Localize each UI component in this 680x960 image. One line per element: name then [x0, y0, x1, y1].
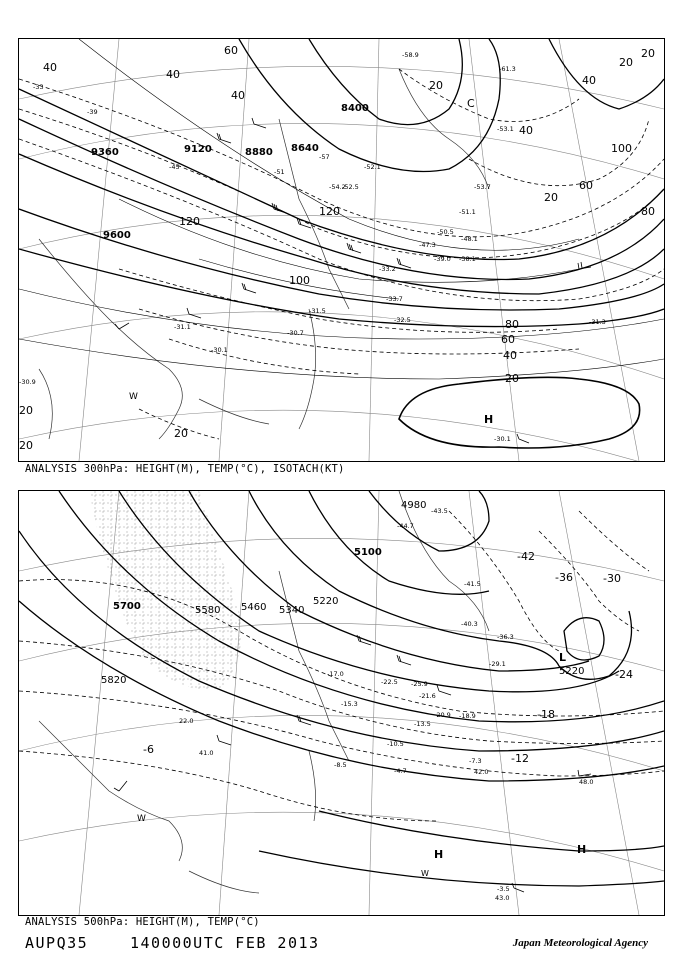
station-label: -25.9 [411, 680, 428, 688]
caption-500hpa: ANALYSIS 500hPa: HEIGHT(M), TEMP(°C) [25, 916, 260, 928]
isotach-label: 60 [224, 44, 238, 57]
height-label: 9360 [91, 147, 119, 158]
station-label: -36.3 [497, 633, 514, 641]
isotach-label: 20 [429, 79, 443, 92]
temp-label: -52.1 [364, 163, 381, 171]
high-pressure-marker: H [484, 413, 494, 426]
isotach-label: 20 [19, 439, 33, 452]
isotach-label: 60 [501, 333, 515, 346]
isotach-label: 120 [179, 215, 200, 228]
map-500hpa [19, 491, 664, 915]
isotach-label: 40 [582, 74, 596, 87]
temp-label: -30.7 [287, 329, 304, 337]
isotach-label: 40 [519, 124, 533, 137]
station-label: -41.5 [464, 580, 481, 588]
station-label: -43.5 [431, 507, 448, 515]
isotach-label: 20 [641, 47, 655, 60]
temp-label: -50.5 [437, 228, 454, 236]
caption-300hpa: ANALYSIS 300hPa: HEIGHT(M), TEMP(°C), ISOTACH(KT) [25, 463, 345, 475]
valid-time: 140000UTC FEB 2013 [130, 934, 320, 952]
isotach-label: 20 [619, 56, 633, 69]
temp-label: -31.3 [589, 318, 606, 326]
temp-label: -39.0 [434, 255, 451, 263]
temp-label: -53.7 [474, 183, 491, 191]
height-label: 5220 [313, 596, 339, 607]
height-label: 5100 [354, 547, 382, 558]
temp-label: -57 [319, 153, 330, 161]
temp-contour-label: -30 [603, 572, 621, 585]
temp-label: -45 [169, 163, 180, 171]
station-label: 22.0 [179, 717, 194, 725]
station-label: -20.9 [434, 711, 451, 719]
temp-label: -54.2 [329, 183, 346, 191]
station-label: -29.1 [489, 660, 506, 668]
temp-label: -61.3 [499, 65, 516, 73]
temp-label: -30.1 [211, 346, 228, 354]
height-label: 5220 [559, 666, 585, 677]
isotach-label: 100 [611, 142, 632, 155]
station-label: -4.7 [394, 767, 407, 775]
isotach-label: 40 [503, 349, 517, 362]
station-label: -44.7 [397, 522, 414, 530]
temp-label: -51.1 [459, 208, 476, 216]
station-label: -18.9 [459, 712, 476, 720]
temp-label: -48.1 [461, 235, 478, 243]
isotach-label: 20 [544, 191, 558, 204]
height-label: 9120 [184, 144, 212, 155]
station-label: -8.5 [334, 761, 347, 769]
bulletin-code: AUPQ35 [25, 934, 89, 952]
station-label: -15.3 [341, 700, 358, 708]
temp-label: -33.7 [386, 295, 403, 303]
isotach-label: 40 [231, 89, 245, 102]
chart-500hpa [18, 490, 665, 916]
isotach-label: 80 [505, 318, 519, 331]
height-label: 4980 [401, 500, 427, 511]
high-pressure-marker: H [434, 848, 444, 861]
isotach-label: 40 [43, 61, 57, 74]
height-label: 5700 [113, 601, 141, 612]
temp-contour-label: -36 [555, 571, 573, 584]
coastline [39, 69, 489, 439]
temp-label: -31.5 [309, 307, 326, 315]
height-label: 8880 [245, 147, 273, 158]
temp-label: -51 [274, 168, 285, 176]
agency-name: Japan Meteorological Agency [512, 937, 648, 949]
height-label: 5340 [279, 605, 305, 616]
temp-label: -30.9 [19, 378, 36, 386]
temp-label: -33.2 [379, 265, 396, 273]
map-300hpa [19, 39, 664, 461]
station-label: -7.3 [469, 757, 482, 765]
height-label: 8640 [291, 143, 319, 154]
temp-label: -32.5 [394, 316, 411, 324]
height-label: 5580 [195, 605, 221, 616]
height-label: 5820 [101, 675, 127, 686]
temp-label: -31.1 [174, 323, 191, 331]
isotachs [19, 39, 664, 379]
low-pressure-marker: L [559, 651, 567, 664]
temp-contour-label: -18 [537, 708, 555, 721]
chart-300hpa [18, 38, 665, 462]
temp-label: -53.1 [497, 125, 514, 133]
isotach-label: 20 [174, 427, 188, 440]
temp-label: -52.5 [342, 183, 359, 191]
temp-contour-label: -12 [511, 752, 529, 765]
isotach-label: 60 [579, 179, 593, 192]
temp-contour-label: -24 [615, 668, 633, 681]
isotach-labels [19, 44, 655, 452]
station-label: -10.5 [387, 740, 404, 748]
temp-label: -58.9 [402, 51, 419, 59]
temp-contour-label: -6 [143, 743, 154, 756]
station-label: 41.0 [199, 749, 214, 757]
isotach-label: 120 [319, 205, 340, 218]
height-label: 8400 [341, 103, 369, 114]
isotach-label: 20 [505, 372, 519, 385]
height-label: 5460 [241, 602, 267, 613]
temp-label: -33 [33, 83, 44, 91]
warm-marker: W [137, 814, 146, 824]
isotach-label: 40 [166, 68, 180, 81]
temp-contour-label: -42 [517, 550, 535, 563]
high-pressure-marker: H [577, 843, 587, 856]
station-label: -22.5 [381, 678, 398, 686]
station-label: -21.6 [419, 692, 436, 700]
station-label: 42.0 [474, 768, 489, 776]
station-label: 43.0 [495, 894, 510, 902]
isotach-label: 80 [641, 205, 655, 218]
isotach-label: C [467, 97, 475, 110]
isotach-label: 20 [19, 404, 33, 417]
temp-label: -39 [87, 108, 98, 116]
station-label: -17.0 [327, 670, 344, 678]
warm-marker: W [129, 392, 138, 402]
station-label: -3.5 [497, 885, 510, 893]
temp-label: -30.1 [494, 435, 511, 443]
high-pressure-contour [399, 377, 640, 448]
temp-label: -38.1 [459, 255, 476, 263]
isotach-label: 100 [289, 274, 310, 287]
station-label: 48.0 [579, 778, 594, 786]
station-label: -40.3 [461, 620, 478, 628]
station-label: -13.5 [414, 720, 431, 728]
warm-marker: W [421, 869, 429, 878]
height-label: 9600 [103, 230, 131, 241]
temp-label: -47.3 [419, 241, 436, 249]
